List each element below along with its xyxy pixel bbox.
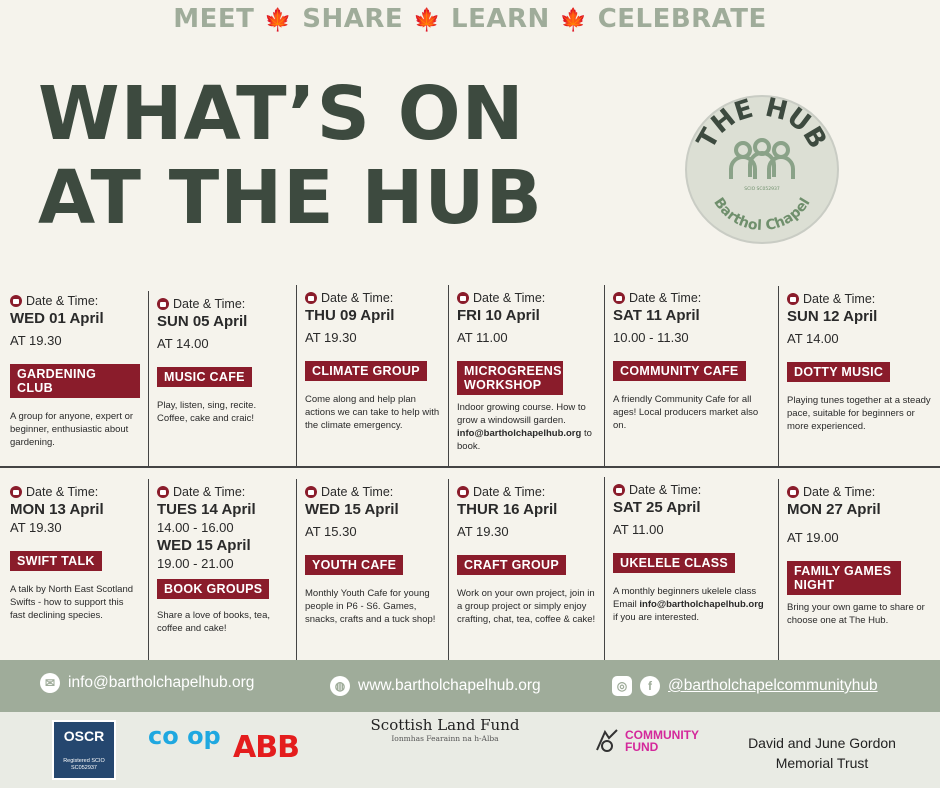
event-time: AT 19.30: [305, 330, 357, 345]
tagline-share: SHARE: [302, 4, 404, 34]
date-time-label: Date & Time:: [157, 485, 288, 499]
event-card: [296, 479, 448, 661]
event-card: [604, 477, 778, 661]
facebook-icon: f: [640, 676, 660, 696]
date-time-label: Date & Time:: [613, 483, 770, 497]
event-tag: MUSIC CAFE: [157, 367, 252, 387]
event-time: AT 19.30: [10, 333, 62, 348]
djg-trust: David and June Gordon Memorial Trust: [748, 735, 896, 771]
event-day: TUES 14 April: [157, 501, 256, 518]
event-description: Share a love of books, tea, coffee and cake!: [157, 610, 271, 634]
event-description: Come along and help plan actions we can take to help with the climate emergency.: [305, 394, 440, 431]
title-line-1: WHAT’S ON: [38, 71, 525, 157]
date-time-label: Date & Time:: [305, 291, 440, 305]
event-time: AT 11.00: [457, 330, 508, 345]
event-day: MON 13 April: [10, 501, 104, 518]
event-day: SAT 25 April: [613, 499, 701, 516]
calendar-icon: [787, 293, 799, 305]
event-tag: UKELELE CLASS: [613, 553, 735, 573]
event-card: [778, 286, 940, 466]
event-tag: DOTTY MUSIC: [787, 362, 890, 382]
date-time-label: Date & Time:: [787, 485, 932, 499]
leaf-icon: 🍁: [264, 8, 293, 33]
date-time-label: Date & Time:: [613, 291, 770, 305]
event-description: A group for anyone, expert or beginner, enthusiastic about gardening.: [10, 411, 134, 448]
tagline-celebrate: CELEBRATE: [597, 4, 767, 34]
date-time-label: Date & Time:: [457, 485, 596, 499]
event-day: SAT 11 April: [613, 307, 700, 324]
calendar-icon: [157, 298, 169, 310]
event-card: [778, 479, 940, 661]
event-tag: GARDENING CLUB: [10, 364, 140, 398]
community-fund-logo: COMMUNITY FUND: [593, 728, 705, 754]
coop-logo: co op: [148, 722, 221, 750]
event-description: Monthly Youth Cafe for young people in P6 - S6. Games, snacks, crafts and a tuck shop!: [305, 588, 436, 625]
events-grid: [0, 283, 940, 661]
event-card: [296, 285, 448, 466]
calendar-icon: [305, 486, 317, 498]
logo-place: Barthol Chapel: [710, 194, 814, 235]
calendar-icon: [157, 486, 169, 498]
event-description: Playing tunes together at a steady pace, suitable for beginners or more experienced.: [787, 395, 931, 432]
hub-logo: [685, 95, 839, 244]
social-handle[interactable]: @bartholchapelcommunityhub: [668, 677, 878, 694]
event-card: [2, 479, 148, 661]
event-tag: MICROGREENS WORKSHOP: [457, 361, 563, 395]
lottery-hand-icon: [593, 728, 621, 754]
event-card: [148, 479, 296, 661]
event-card: [148, 291, 296, 466]
event-tag: SWIFT TALK: [10, 551, 102, 571]
date-time-label: Date & Time:: [10, 294, 140, 308]
event-card: [2, 288, 148, 466]
event-time-2: 19.00 - 21.00: [157, 556, 234, 571]
title-line-2: AT THE HUB: [38, 155, 543, 241]
website-link[interactable]: www.bartholchapelhub.org: [358, 677, 541, 694]
calendar-icon: [613, 484, 625, 496]
abb-logo: ABB: [233, 730, 299, 765]
calendar-icon: [10, 486, 22, 498]
people-icon: [731, 140, 793, 179]
event-time: 10.00 - 11.30: [613, 330, 689, 345]
event-description: Play, listen, sing, recite. Coffee, cake and craic!: [157, 400, 257, 424]
calendar-icon: [305, 292, 317, 304]
event-time: AT 19.00: [787, 530, 839, 545]
row-divider: [0, 466, 940, 468]
event-day: THUR 16 April: [457, 501, 558, 518]
logo-scio: SCIO SC052937: [744, 187, 780, 192]
event-day: MON 27 April: [787, 501, 881, 518]
tagline-meet: MEET: [173, 4, 255, 34]
date-time-label: Date & Time:: [787, 292, 932, 306]
event-day: FRI 10 April: [457, 307, 540, 324]
date-time-label: Date & Time:: [157, 297, 288, 311]
event-day: WED 15 April: [305, 501, 399, 518]
event-day: SUN 12 April: [787, 308, 878, 325]
event-description: A monthly beginners ukelele class Email info@bartholchapelhub.org if you are interested.: [613, 586, 764, 623]
event-card: [448, 285, 604, 466]
calendar-icon: [457, 292, 469, 304]
event-time: AT 19.30: [457, 524, 509, 539]
event-email: info@bartholchapelhub.org: [639, 599, 764, 610]
contact-email[interactable]: [40, 673, 254, 693]
contact-social[interactable]: [612, 676, 878, 696]
event-email: info@bartholchapelhub.org: [457, 428, 582, 439]
event-card: [604, 285, 778, 466]
event-day: SUN 05 April: [157, 313, 248, 330]
event-tag: CLIMATE GROUP: [305, 361, 427, 381]
oscr-logo: OSCR Registered SCIO SC052937: [52, 720, 116, 780]
event-time: AT 14.00: [157, 336, 209, 351]
globe-icon: ◍: [330, 676, 350, 696]
calendar-icon: [787, 486, 799, 498]
date-time-label: Date & Time:: [457, 291, 596, 305]
calendar-icon: [10, 295, 22, 307]
leaf-icon: 🍁: [413, 8, 442, 33]
event-description: Bring your own game to share or choose one at The Hub.: [787, 602, 925, 626]
event-time: AT 19.30: [10, 520, 62, 535]
date-time-label: Date & Time:: [10, 485, 140, 499]
event-time: AT 14.00: [787, 331, 839, 346]
event-time: 14.00 - 16.00: [157, 520, 234, 535]
email-link[interactable]: info@bartholchapelhub.org: [68, 674, 255, 691]
instagram-icon: ◎: [612, 676, 632, 696]
event-tag: CRAFT GROUP: [457, 555, 566, 575]
contact-website[interactable]: [330, 676, 541, 696]
leaf-icon: 🍁: [559, 8, 588, 33]
event-description: Work on your own project, join in a group project or simply enjoy crafting, chat, tea, coffee & cake!: [457, 588, 596, 625]
event-day: WED 01 April: [10, 310, 104, 327]
mail-icon: ✉: [40, 673, 60, 693]
event-day-2: WED 15 April: [157, 537, 251, 554]
event-day: THU 09 April: [305, 307, 395, 324]
logo-name: THE HUB: [691, 97, 833, 154]
calendar-icon: [457, 486, 469, 498]
event-description: A friendly Community Cafe for all ages! Local producers market also on.: [613, 394, 759, 431]
calendar-icon: [613, 292, 625, 304]
event-card: [448, 479, 604, 661]
tagline: [0, 4, 940, 34]
tagline-learn: LEARN: [451, 4, 550, 34]
page-title: [38, 72, 543, 240]
event-time: AT 15.30: [305, 524, 357, 539]
event-description: A talk by North East Scotland Swifts - how to support this fast declining species.: [10, 584, 134, 621]
date-time-label: Date & Time:: [305, 485, 440, 499]
event-time: AT 11.00: [613, 522, 664, 537]
event-tag: FAMILY GAMES NIGHT: [787, 561, 901, 595]
oscr-subtext: Registered SCIO SC052937: [63, 758, 105, 771]
event-tag: COMMUNITY CAFE: [613, 361, 746, 381]
event-tag: BOOK GROUPS: [157, 579, 269, 599]
scottish-land-fund-logo: Scottish Land Fund Ionmhas Fearainn na h-Alba: [370, 716, 520, 743]
event-description: Indoor growing course. How to grow a windowsill garden. info@bartholchapelhub.org to book.: [457, 402, 592, 452]
event-tag: YOUTH CAFE: [305, 555, 403, 575]
hub-logo-graphic: [687, 97, 837, 242]
